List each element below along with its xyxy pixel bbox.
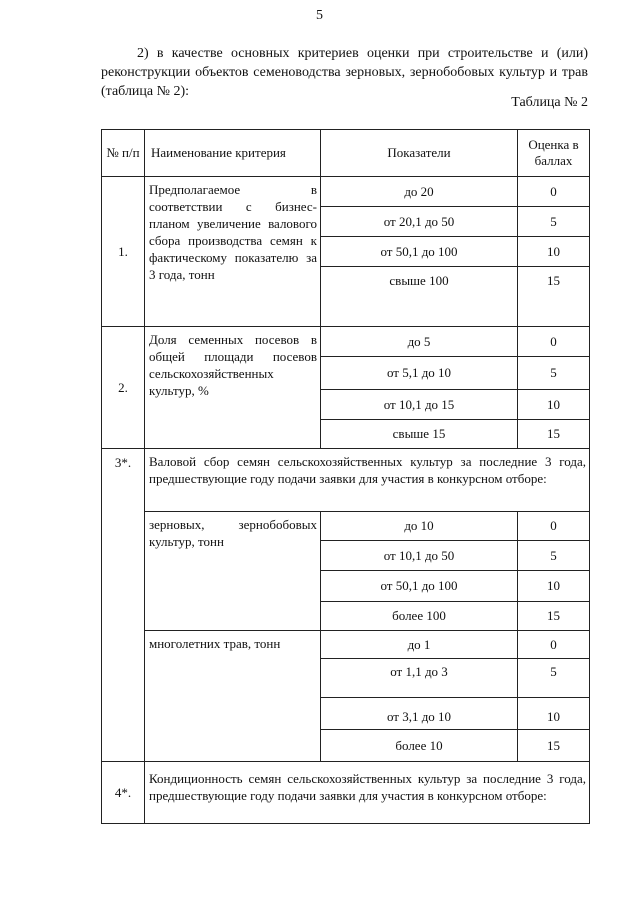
table-row <box>102 449 590 512</box>
score-cell: 10 <box>518 571 590 602</box>
score-cell: 10 <box>518 237 590 267</box>
score-cell: 10 <box>518 698 590 730</box>
indicator-cell: до 10 <box>321 512 518 541</box>
score-cell: 10 <box>518 390 590 420</box>
table-caption: Таблица № 2 <box>511 95 588 110</box>
indicator-cell: от 1,1 до 3 <box>321 659 518 698</box>
header-score: Оценка в баллах <box>518 130 590 177</box>
criterion-text: Кондиционность семян сельскохозяйственных культур за последние 3 года, предшествующие году подачи заявки для участия в конкурсном отборе: <box>145 762 590 824</box>
score-cell: 15 <box>518 730 590 762</box>
table-header-row <box>102 130 590 177</box>
table-row <box>102 762 590 824</box>
table-row <box>102 631 590 659</box>
score-cell: 0 <box>518 512 590 541</box>
score-cell: 15 <box>518 267 590 327</box>
indicator-cell: свыше 15 <box>321 420 518 449</box>
page-number: 5 <box>316 8 323 23</box>
table-row <box>102 512 590 541</box>
score-cell: 5 <box>518 659 590 698</box>
indicator-cell: от 50,1 до 100 <box>321 571 518 602</box>
criterion-text: Валовой сбор семян сельскохозяйственных культур за последние 3 года, предшествующие году подачи заявки для участия в конкурсном отборе: <box>145 449 590 512</box>
score-cell: 0 <box>518 327 590 357</box>
indicator-cell: до 1 <box>321 631 518 659</box>
sub-criterion-text: зерновых, зернобобовых культур, тонн <box>145 512 321 631</box>
criterion-text: Предполагаемое в соответствии с бизнес-планом увеличение валового сбора производства семян к фактическому показателю за 3 года, тонн <box>145 177 321 327</box>
row-number: 3*. <box>102 449 145 762</box>
indicator-cell: до 20 <box>321 177 518 207</box>
criteria-table <box>101 129 590 824</box>
indicator-cell: до 5 <box>321 327 518 357</box>
row-number: 2. <box>102 327 145 449</box>
header-indicators: Показатели <box>321 130 518 177</box>
table-row <box>102 327 590 357</box>
score-cell: 5 <box>518 357 590 390</box>
score-cell: 0 <box>518 631 590 659</box>
row-number: 4*. <box>102 762 145 824</box>
header-num: № п/п <box>102 130 145 177</box>
indicator-cell: более 10 <box>321 730 518 762</box>
score-cell: 15 <box>518 602 590 631</box>
score-cell: 15 <box>518 420 590 449</box>
score-cell: 5 <box>518 541 590 571</box>
score-cell: 5 <box>518 207 590 237</box>
indicator-cell: от 10,1 до 50 <box>321 541 518 571</box>
indicator-cell: от 20,1 до 50 <box>321 207 518 237</box>
indicator-cell: от 3,1 до 10 <box>321 698 518 730</box>
header-criterion: Наименование критерия <box>145 130 321 177</box>
indicator-cell: от 5,1 до 10 <box>321 357 518 390</box>
row-number: 1. <box>102 177 145 327</box>
table-row <box>102 177 590 207</box>
intro-paragraph: 2) в качестве основных критериев оценки при строительстве и (или) реконструкции объектов семеноводства зерновых, зернобобовых культур и трав (таблица № 2): <box>101 46 588 99</box>
score-cell: 0 <box>518 177 590 207</box>
indicator-cell: свыше 100 <box>321 267 518 327</box>
indicator-cell: от 10,1 до 15 <box>321 390 518 420</box>
indicator-cell: более 100 <box>321 602 518 631</box>
sub-criterion-text: многолетних трав, тонн <box>145 631 321 762</box>
indicator-cell: от 50,1 до 100 <box>321 237 518 267</box>
criterion-text: Доля семенных посевов в общей площади посевов сельскохозяйственных культур, % <box>145 327 321 449</box>
